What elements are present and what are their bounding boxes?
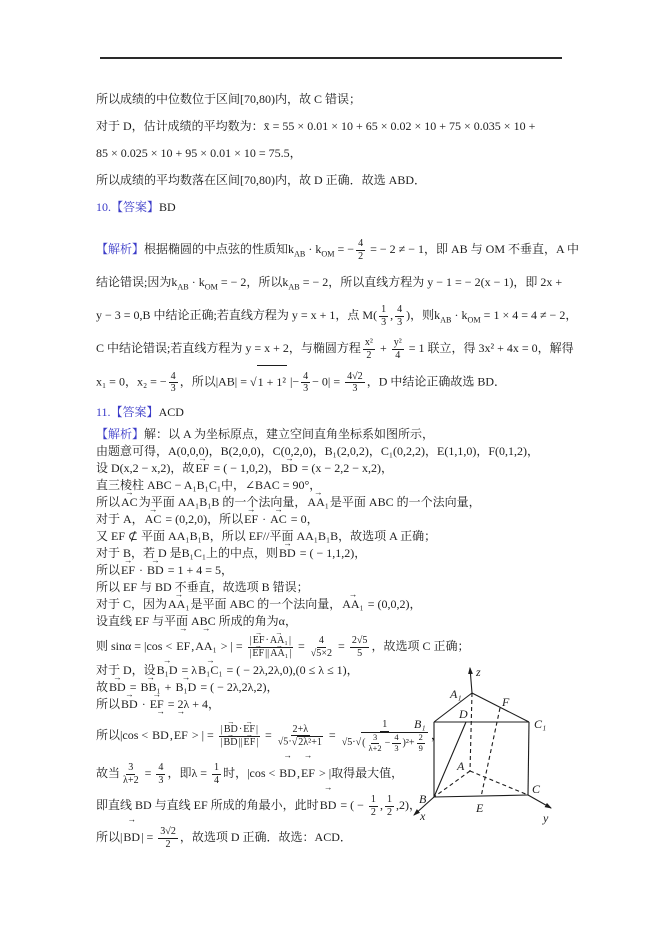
text-line-31: 所以|→ BD| = $\frac{3√2}{2}$ ，故选项 D 正确．故选：ACD． [96, 821, 601, 853]
vertex-label-C₁: C₁ [534, 717, 547, 731]
text-line-21: 所以 EF 与 BD 不垂直，故选项 B 错误； [96, 580, 309, 594]
text-line-26: 故→ BD = → BB₁ + → B₁D = ( − 2λ,2λ,2)， [96, 679, 601, 696]
text-line-3: 85 × 0.025 × 10 + 95 × 0.01 × 10 = 75.5， [96, 146, 302, 160]
text-line-15: 直三棱柱 ABC − A₁B₁C₁中，∠BAC = 90°， [96, 478, 322, 492]
text-line-24: 则 sinα = |cos < → EF,→ AA₁ > | = $\frac{\text{|→ EF·→ AA₁|}}{\text{|→ EF||→ AA₁|}}$ = $\frac{4}{√5\times 2}$ = $\frac{2√5}{5}$ ，故选项 C 正确； [96, 630, 601, 662]
text-line-14: 设 D(x,2 − x,2)，故→ EF = ( − 1,0,2)，→ BD = (x − 2,2 − x,2)， [96, 460, 601, 477]
vertex-label-F: F [502, 695, 510, 709]
text-line-20: 所以→ EF · → BD = 1 + 4 = 5， [96, 562, 601, 579]
text-line-10: x₁ = 0，x₂ = − $\frac{4}{3}$ ，所以|AB| = √ 1 + 1² |− $\frac{4}{3}$ − 0| = $\frac{4√2}{3}$ ，D 中结论正确故选 BD． [96, 365, 601, 398]
vertex-label-y: y [543, 811, 549, 825]
vertex-label-D: D [459, 707, 468, 721]
header-divider [100, 57, 562, 59]
text-line-4: 所以成绩的平均数落在区间[70,80)内，故 D 正确．故选 ABD． [96, 173, 426, 187]
vertex-label-A₁: A₁ [450, 687, 462, 701]
text-line-23: 设直线 EF 与平面 ABC 所成的角为α， [96, 614, 297, 628]
vertex-label-A: A [457, 759, 465, 773]
vertex-label-E: E [476, 801, 484, 815]
vertex-label-C: C [532, 782, 541, 796]
text-line-29: 故当 $\frac{3}{\lambda+2}$ = $\frac{4}{3}$ ，即λ = $\frac{1}{4}$ 时，|cos < → BD,→ EF > |取得最大值， [96, 757, 601, 789]
text-line-11: 11.【答案】ACD [96, 405, 184, 419]
text-line-27: 所以→ BD · → EF = 2λ + 4， [96, 696, 601, 713]
text-line-6: 【解析】根据椭圆的中点弦的性质知$k_{AB} \cdot k_{OM}$ = − $\frac{4}{2}$ = − 2 ≠ − 1，即 AB 与 OM 不垂直，A 中 [96, 238, 580, 262]
text-line-8: y − 3 = 0,B 中结论正确;若直线方程为 y = x + 1，点 M( $\frac{1}{3}$ , $\frac{4}{3}$ )，则$k_{AB} \cdot k_{OM} = 1 \times 4 = 4$ ≠ − 2， [96, 304, 578, 328]
text-line-28: 所以|cos < → BD,→ EF > | = $\frac{|\to BD\cdot\to EF|}{|\to BD||\to EF|}$ = 2+λ √5· √ 2λ²+1 = 1 √5· √ ( $\frac{3}{\lambda+2}$ − $\frac{4}{3}$ )²+ $\frac{2}{9}$ ， [96, 713, 601, 757]
text-line-7: 结论错误;因为$k_{AB} \cdot k_{OM}$ = − 2，所以$k_{AB}$ = − 2，所以直线方程为 y − 1 = − 2(x − 1)，即 2x + [96, 275, 563, 292]
text-line-22: 对于 C，因为→ AA₁是平面 ABC 的一个法向量，→ AA₁ = (0,0,2)， [96, 596, 601, 613]
text-line-16: 所以→ AC为平面 AA₁B₁B 的一个法向量，→ AA₁是平面 ABC 的一个法向量， [96, 494, 601, 511]
text-line-5: 10.【答案】BD [96, 200, 176, 214]
vertex-label-x: x [420, 809, 426, 823]
text-line-17: 对于 A，→ AC = (0,2,0)，所以→ EF · → AC = 0， [96, 511, 601, 528]
prism-edges [414, 668, 551, 815]
prism-figure [405, 648, 585, 853]
text-line-30: 即直线 BD 与直线 EF 所成的角最小，此时→ BD = ( − $\frac{1}{2}$ , $\frac{1}{2}$ ,2)， [96, 789, 601, 821]
text-line-13: 由题意可得，A(0,0,0)，B(2,0,0)，C(0,2,0)，B₁(2,0,2)，C₁(0,2,2)，E(1,1,0)，F(0,1,2)， [96, 444, 539, 458]
text-line-18: 又 EF ⊄ 平面 AA₁B₁B，所以 EF//平面 AA₁B₁B，故选项 A 正确； [96, 529, 437, 543]
text-line-25: 对于 D，设→ B₁D = λ→ B₁C₁ = ( − 2λ,2λ,0),(0 ≤ λ ≤ 1)， [96, 662, 601, 679]
text-line-12: 【解析】解：以 A 为坐标原点，建立空间直角坐标系如图所示， [96, 427, 435, 441]
text-line-2: 对于 D，估计成绩的平均数为：x̄ = 55 × 0.01 × 10 + 65 × 0.02 × 10 + 75 × 0.035 × 10 + [96, 119, 536, 133]
vertex-label-z: z [476, 665, 481, 679]
text-line-1: 所以成绩的中位数位于区间[70,80)内，故 C 错误； [96, 92, 361, 106]
text-line-19: 对于 B，若 D 是B₁C₁上的中点，则→ BD = ( − 1,1,2)， [96, 545, 601, 562]
text-line-9: C 中结论错误;若直线方程为 y = x + 2，与椭圆方程 $\frac{\text{x²}}{2}$ + $\frac{\text{y²}}{4}$ = 1 联立，得 3x² + 4x = 0，解得 [96, 337, 574, 361]
vertex-label-B: B [419, 792, 427, 806]
vertex-label-B₁: B₁ [414, 717, 426, 731]
